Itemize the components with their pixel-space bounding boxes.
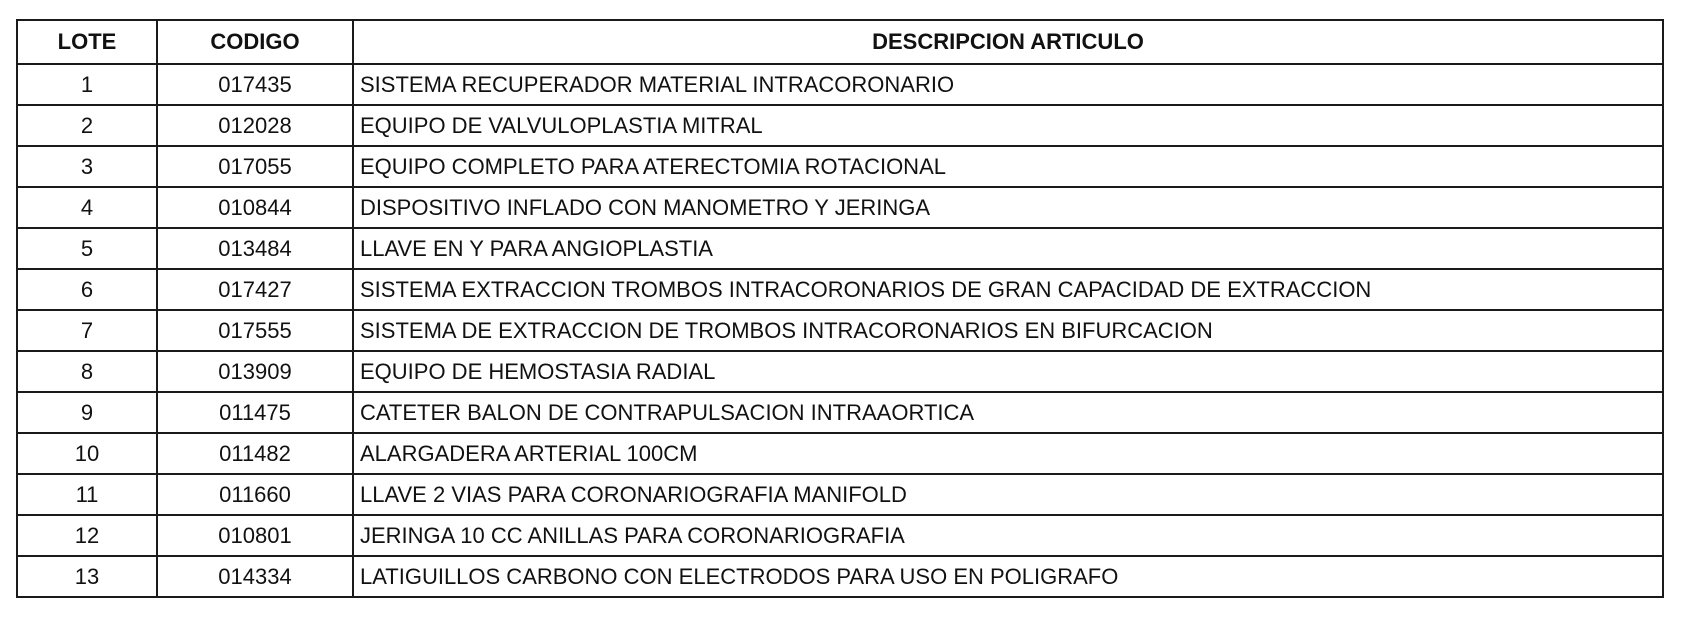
- cell-codigo: 014334: [157, 556, 353, 597]
- cell-lote: 5: [17, 228, 157, 269]
- header-descripcion: DESCRIPCION ARTICULO: [353, 20, 1663, 64]
- header-lote: LOTE: [17, 20, 157, 64]
- table-row: [17, 392, 1663, 433]
- cell-codigo: 011482: [157, 433, 353, 474]
- cell-descripcion: SISTEMA RECUPERADOR MATERIAL INTRACORONARIO: [353, 64, 1663, 105]
- articles-table-container: [16, 19, 1662, 598]
- cell-codigo: 013909: [157, 351, 353, 392]
- cell-descripcion: LATIGUILLOS CARBONO CON ELECTRODOS PARA USO EN POLIGRAFO: [353, 556, 1663, 597]
- cell-descripcion: SISTEMA EXTRACCION TROMBOS INTRACORONARIOS DE GRAN CAPACIDAD DE EXTRACCION: [353, 269, 1663, 310]
- cell-lote: 11: [17, 474, 157, 515]
- cell-descripcion: DISPOSITIVO INFLADO CON MANOMETRO Y JERINGA: [353, 187, 1663, 228]
- table-row: [17, 269, 1663, 310]
- table-row: [17, 351, 1663, 392]
- cell-lote: 6: [17, 269, 157, 310]
- cell-lote: 4: [17, 187, 157, 228]
- articles-table: [16, 19, 1664, 598]
- cell-descripcion: EQUIPO COMPLETO PARA ATERECTOMIA ROTACIONAL: [353, 146, 1663, 187]
- cell-codigo: 017055: [157, 146, 353, 187]
- table-row: [17, 105, 1663, 146]
- cell-lote: 2: [17, 105, 157, 146]
- cell-descripcion: ALARGADERA ARTERIAL 100CM: [353, 433, 1663, 474]
- cell-codigo: 011660: [157, 474, 353, 515]
- cell-descripcion: EQUIPO DE HEMOSTASIA RADIAL: [353, 351, 1663, 392]
- cell-codigo: 017435: [157, 64, 353, 105]
- cell-codigo: 012028: [157, 105, 353, 146]
- cell-codigo: 010801: [157, 515, 353, 556]
- cell-lote: 12: [17, 515, 157, 556]
- cell-lote: 1: [17, 64, 157, 105]
- cell-descripcion: EQUIPO DE VALVULOPLASTIA MITRAL: [353, 105, 1663, 146]
- cell-descripcion: LLAVE EN Y PARA ANGIOPLASTIA: [353, 228, 1663, 269]
- cell-lote: 9: [17, 392, 157, 433]
- table-row: [17, 310, 1663, 351]
- cell-lote: 8: [17, 351, 157, 392]
- table-header-row: [17, 20, 1663, 64]
- table-row: [17, 556, 1663, 597]
- header-codigo: CODIGO: [157, 20, 353, 64]
- cell-descripcion: JERINGA 10 CC ANILLAS PARA CORONARIOGRAFIA: [353, 515, 1663, 556]
- cell-descripcion: LLAVE 2 VIAS PARA CORONARIOGRAFIA MANIFOLD: [353, 474, 1663, 515]
- cell-codigo: 017427: [157, 269, 353, 310]
- table-row: [17, 64, 1663, 105]
- table-row: [17, 515, 1663, 556]
- cell-lote: 3: [17, 146, 157, 187]
- cell-lote: 7: [17, 310, 157, 351]
- cell-descripcion: CATETER BALON DE CONTRAPULSACION INTRAAORTICA: [353, 392, 1663, 433]
- cell-codigo: 011475: [157, 392, 353, 433]
- table-row: [17, 187, 1663, 228]
- table-row: [17, 228, 1663, 269]
- table-row: [17, 433, 1663, 474]
- cell-descripcion: SISTEMA DE EXTRACCION DE TROMBOS INTRACORONARIOS EN BIFURCACION: [353, 310, 1663, 351]
- table-body: [17, 64, 1663, 597]
- cell-lote: 10: [17, 433, 157, 474]
- table-row: [17, 146, 1663, 187]
- table-row: [17, 474, 1663, 515]
- cell-codigo: 013484: [157, 228, 353, 269]
- cell-codigo: 010844: [157, 187, 353, 228]
- cell-codigo: 017555: [157, 310, 353, 351]
- cell-lote: 13: [17, 556, 157, 597]
